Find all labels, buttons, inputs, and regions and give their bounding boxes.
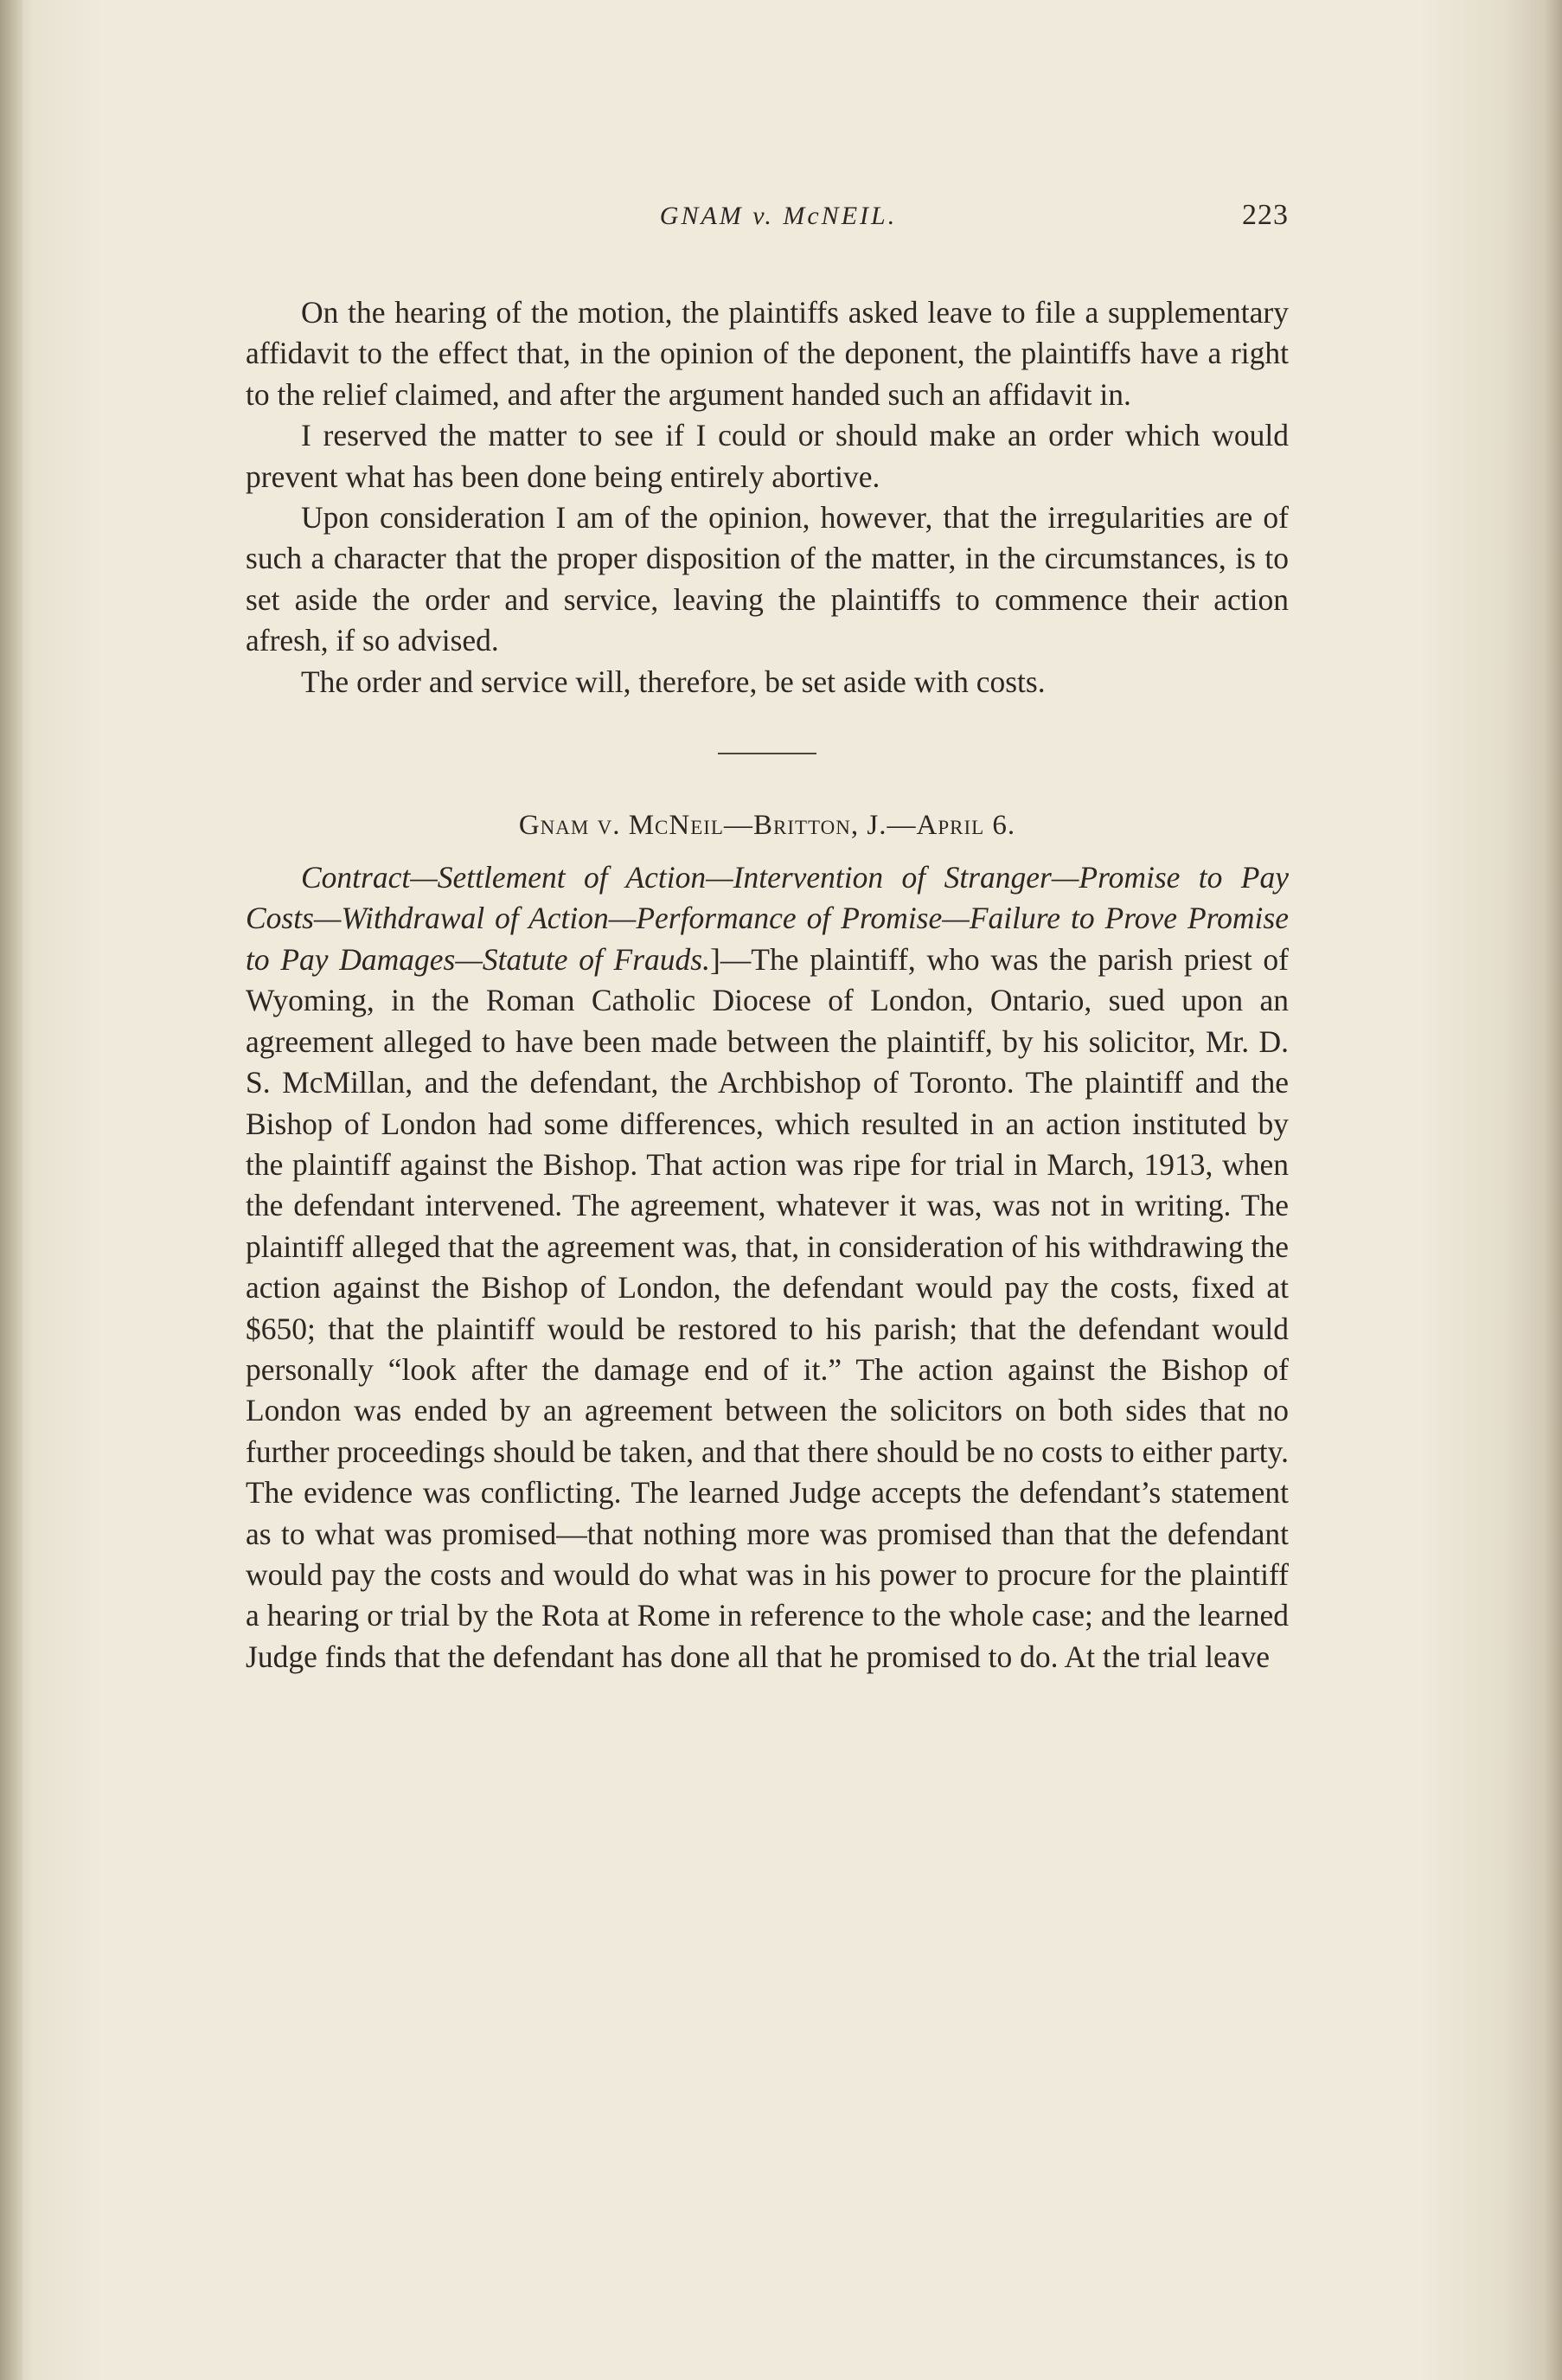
- headnote-body: ]—The plaintiff, who was the parish priest of Wyoming, in the Roman Catholic Diocese of London, Ontario, sued upon an agreement alleged to have been made between the plaintiff, by his solicitor, Mr. D. S. McMillan, and the defendant, the Archbishop of Toronto. The plaintiff and the Bishop of London had some differences, which resulted in an action instituted by the plaintiff against the Bishop. That action was ripe for trial in March, 1913, when the defendant intervened. The agreement, whatever it was, was not in writing. The plaintiff alleged that the agreement was, that, in consideration of his withdrawing the action against the Bishop of London, the defendant would pay the costs, fixed at $650; that the plaintiff would be restored to his parish; that the defendant would personally “look after the damage end of it.” The action against the Bishop of London was ended by an agreement between the solicitors on both sides that no further proceedings should be taken, and that there should be no costs to either party. The evidence was conflicting. The learned Judge accepts the defendant’s statement as to what was promised—that nothing more was promised than that the defendant would pay the costs and would do what was in his power to procure for the plaintiff a hearing or trial by the Rota at Rome in reference to the whole case; and the learned Judge finds that the defendant has done all that he promised to do. At the trial leave: [246, 941, 1289, 1674]
- page-edge: [1543, 0, 1562, 2380]
- paragraph: I reserved the matter to see if I could or should make an order which would prevent what has been done being entirely abortive.: [246, 418, 1289, 494]
- headnote-catchwords: Contract—Settlement of Action—Intervention of Stranger—Promise to Pay Costs—Withdrawal of Action—Performance of Promise—Failure to Prove Promise to Pay Damages—Statute of Frauds.: [246, 860, 1289, 977]
- headnote: [246, 857, 1289, 1678]
- paragraph: Upon consideration I am of the opinion, however, that the irregularities are of such a character that the proper disposition of the matter, in the circumstances, is to set aside the order and service, leaving the plaintiffs to commence their action afresh, if so advised.: [246, 500, 1289, 658]
- section-divider: [718, 753, 816, 754]
- case-heading-text: Gnam v. McNeil—Britton, J.—April 6.: [518, 810, 1016, 842]
- case-heading: [246, 810, 1289, 842]
- paragraph: On the hearing of the motion, the plaintiffs asked leave to file a supplementary affidavit to the effect that, in the opinion of the deponent, the plaintiffs have a right to the relief claimed, and after the argument handed such an affidavit in.: [246, 295, 1289, 412]
- text-block: [246, 199, 1289, 1678]
- running-head: [246, 199, 1289, 254]
- page-gutter: [0, 0, 22, 2380]
- page-number: 223: [1242, 199, 1289, 231]
- paragraph: The order and service will, therefore, be set aside with costs.: [301, 664, 1046, 699]
- running-head-title: GNAM v. McNEIL.: [659, 202, 898, 230]
